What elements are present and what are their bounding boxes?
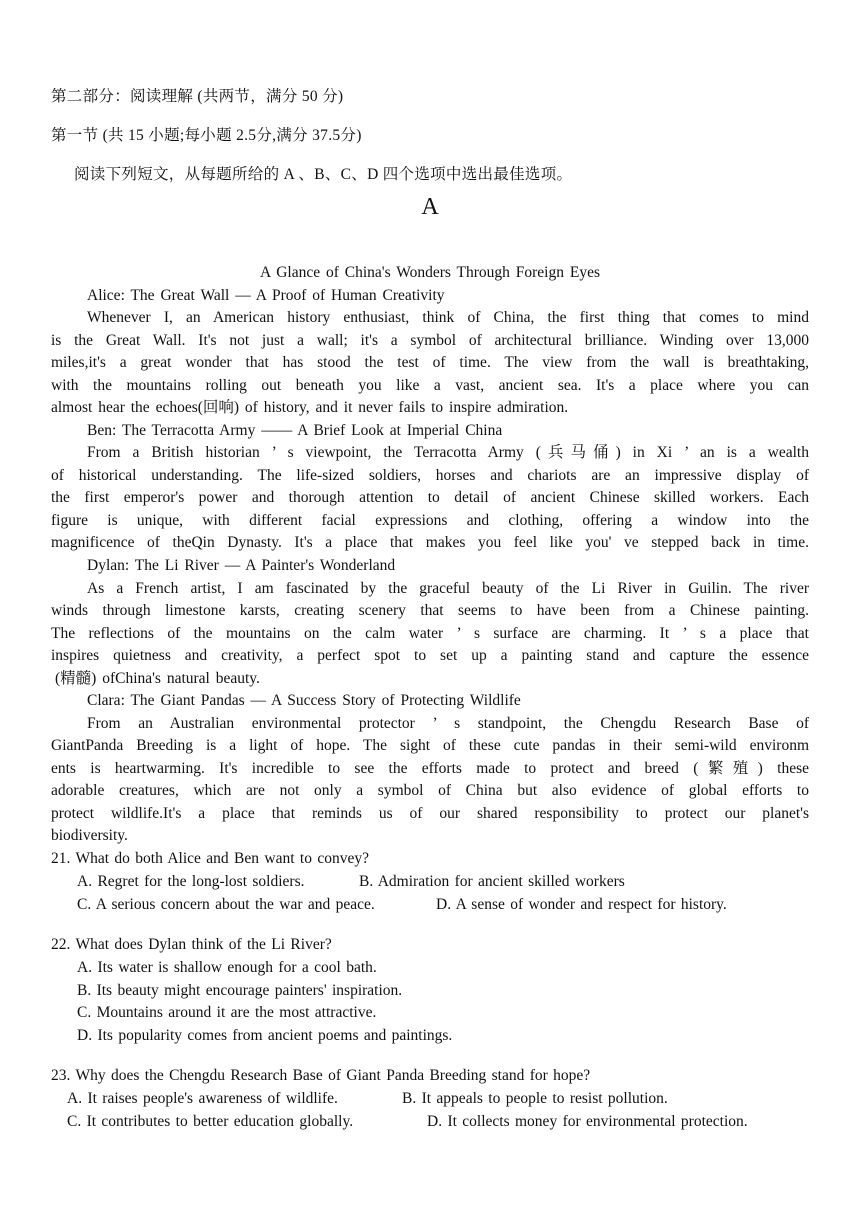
clara-line: From an Australian environmental protector ’ s standpoint, the Chengdu Research Base of xyxy=(87,715,809,732)
question-22-option-d: D. Its popularity comes from ancient poems and paintings. xyxy=(77,1027,453,1044)
clara-line: GiantPanda Breeding is a light of hope. The sight of these cute pandas in their semi-wild environm xyxy=(51,737,809,754)
alice-line: is the Great Wall. It's not just a wall; it's a symbol of architectural brilliance. Winding over 13,000 xyxy=(51,332,809,349)
part-heading: 第二部分：阅读理解 (共两节，满分 50 分) xyxy=(51,88,344,105)
alice-line: Whenever I, an American history enthusiast, think of China, the first thing that comes to mind xyxy=(87,309,809,326)
dylan-line: The reflections of the mountains on the calm water ’ s surface are charming. It ’ s a place that xyxy=(51,625,809,642)
clara-line: protect wildlife.It's a place that reminds us of our shared responsibility to protect our planet's xyxy=(51,805,809,822)
ben-line: magnificence of theQin Dynasty. It's a place that makes you feel like you' ve stepped back in time. xyxy=(51,534,809,551)
question-23-option-d: D. It collects money for environmental protection. xyxy=(427,1113,748,1130)
question-22-option-b: B. Its beauty might encourage painters' inspiration. xyxy=(77,982,403,999)
question-23-stem: 23. Why does the Chengdu Research Base of Giant Panda Breeding stand for hope? xyxy=(51,1067,591,1084)
alice-line: with the mountains rolling out beneath you like a vast, ancient sea. It's a place where you can xyxy=(51,377,809,394)
question-21-option-c: C. A serious concern about the war and peace. xyxy=(77,896,375,913)
dylan-line: winds through limestone karsts, creating scenery that seems to have been from a Chinese painting. xyxy=(51,602,809,619)
question-21-option-d: D. A sense of wonder and respect for history. xyxy=(436,896,727,913)
clara-line: adorable creatures, which are not only a symbol of China but also evidence of global efforts to xyxy=(51,782,809,799)
dylan-line: As a French artist, I am fascinated by the graceful beauty of the Li River in Guilin. The river xyxy=(87,580,809,597)
instruction-text: 阅读下列短文，从每题所给的 A 、B、C、D 四个选项中选出最佳选项。 xyxy=(74,166,573,183)
clara-heading: Clara: The Giant Pandas — A Success Story of Protecting Wildlife xyxy=(87,692,521,709)
question-22-stem: 22. What does Dylan think of the Li River? xyxy=(51,936,332,953)
ben-line: From a British historian ’ s viewpoint, the Terracotta Army (兵马俑) in Xi ’ an is a wealth xyxy=(87,444,809,461)
alice-heading: Alice: The Great Wall — A Proof of Human Creativity xyxy=(87,287,445,304)
clara-line: biodiversity. xyxy=(51,827,128,844)
question-22-option-a: A. Its water is shallow enough for a cool bath. xyxy=(77,959,377,976)
dylan-line: inspires quietness and creativity, a perfect spot to set up a painting stand and capture the essence xyxy=(51,647,809,664)
question-23-option-c: C. It contributes to better education globally. xyxy=(67,1113,354,1130)
alice-line: miles,it's a great wonder that has stood the test of time. The view from the wall is breathtaking, xyxy=(51,354,809,371)
dylan-heading: Dylan: The Li River — A Painter's Wonderland xyxy=(87,557,396,574)
ben-line: the first emperor's power and thorough attention to detail of ancient Chinese skilled workers. Each xyxy=(51,489,809,506)
ben-heading: Ben: The Terracotta Army —— A Brief Look at Imperial China xyxy=(87,422,503,439)
question-23-option-b: B. It appeals to people to resist pollution. xyxy=(402,1090,668,1107)
passage-title: A Glance of China's Wonders Through Foreign Eyes xyxy=(260,264,600,281)
question-21-option-b: B. Admiration for ancient skilled workers xyxy=(359,873,625,890)
ben-line: of historical understanding. The life-sized soldiers, horses and chariots are an impressive display of xyxy=(51,467,809,484)
question-23-option-a: A. It raises people's awareness of wildlife. xyxy=(67,1090,338,1107)
ben-line: figure is unique, with different facial expressions and clothing, offering a window into the xyxy=(51,512,809,529)
passage-letter: A xyxy=(421,194,439,220)
clara-line: ents is heartwarming. It's incredible to see the efforts made to protect and breed (繁殖) these xyxy=(51,760,809,777)
question-21-stem: 21. What do both Alice and Ben want to convey? xyxy=(51,850,369,867)
section-heading: 第一节 (共 15 小题;每小题 2.5分,满分 37.5分) xyxy=(51,127,362,144)
dylan-line: (精髓) ofChina's natural beauty. xyxy=(55,670,260,687)
alice-line: almost hear the echoes(回响) of history, and it never fails to inspire admiration. xyxy=(51,399,569,416)
question-21-option-a: A. Regret for the long-lost soldiers. xyxy=(77,873,305,890)
question-22-option-c: C. Mountains around it are the most attractive. xyxy=(77,1004,377,1021)
